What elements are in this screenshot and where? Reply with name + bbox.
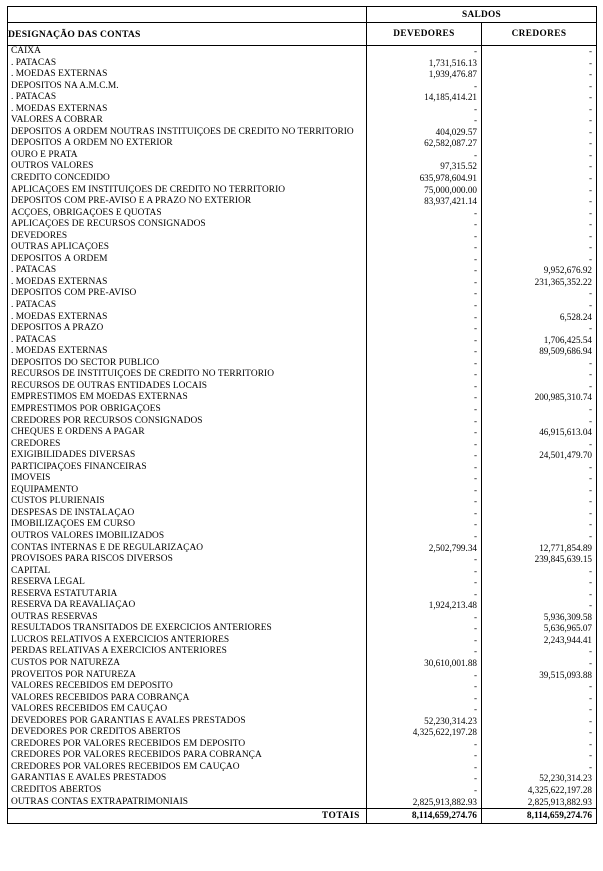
table-row [8,727,597,739]
account-credores-value: - [482,127,597,139]
table-row [8,404,597,416]
account-devedores-value: - [367,346,482,358]
account-devedores-value: - [367,81,482,93]
table-row [8,392,597,404]
account-credores-value: - [482,242,597,254]
account-credores-value: 9,952,676.92 [482,265,597,277]
account-credores-value: - [482,589,597,601]
account-devedores-value: - [367,646,482,658]
table-footer [8,809,597,824]
account-label: VALORES RECEBIDOS EM DEPÓSITO [8,681,367,693]
account-devedores-value: - [367,462,482,474]
account-devedores-value: - [367,358,482,370]
account-label: VALORES A COBRAR [8,115,367,127]
table-row [8,127,597,139]
account-label: CUSTOS PLURIENAIS [8,496,367,508]
table-row [8,138,597,150]
account-devedores-value: - [367,300,482,312]
account-devedores-value: - [367,427,482,439]
account-credores-value: - [482,208,597,220]
account-label: CUSTOS POR NATUREZA [8,658,367,670]
account-label: EQUIPAMENTO [8,485,367,497]
account-devedores-value: - [367,612,482,624]
account-devedores-value: - [367,404,482,416]
account-label: CREDORES POR VALORES RECEBIDOS EM DEPÓSITO [8,739,367,751]
account-devedores-value: 1,939,476.87 [367,69,482,81]
account-credores-value: - [482,704,597,716]
table-row [8,531,597,543]
account-label: APLICAÇÕES DE RECURSOS CONSIGNADOS [8,219,367,231]
table-row [8,219,597,231]
totals-credores: 8,114,659,274.76 [482,809,597,824]
account-label: PERDAS RELATIVAS A EXERCÍCIOS ANTERIORES [8,646,367,658]
account-devedores-value: - [367,416,482,428]
account-devedores-value: - [367,219,482,231]
account-credores-value: - [482,196,597,208]
table-row [8,196,597,208]
table-row [8,670,597,682]
table-row [8,104,597,116]
account-devedores-value: 4,325,622,197.28 [367,727,482,739]
table-row [8,554,597,566]
account-devedores-value: 1,924,213.48 [367,600,482,612]
account-devedores-value: 30,610,001.88 [367,658,482,670]
account-label: GARANTIAS E AVALES PRESTADOS [8,773,367,785]
account-credores-value: - [482,369,597,381]
account-label: PROVEITOS POR NATUREZA [8,670,367,682]
account-credores-value: - [482,646,597,658]
account-devedores-value: - [367,670,482,682]
account-credores-value: - [482,81,597,93]
account-credores-value: - [482,323,597,335]
header-corner-cell [8,7,367,23]
account-credores-value: 12,771,854.89 [482,543,597,555]
account-label: LUCROS RELATIVOS A EXERCÍCIOS ANTERIORES [8,635,367,647]
account-devedores-value: 1,731,516.13 [367,58,482,70]
account-label: DESPESAS DE INSTALAÇÃO [8,508,367,520]
account-credores-value: - [482,404,597,416]
account-credores-value: 2,243,944.41 [482,635,597,647]
account-label: OUTROS VALORES IMOBILIZADOS [8,531,367,543]
table-row [8,369,597,381]
account-credores-value: - [482,92,597,104]
table-row [8,485,597,497]
account-devedores-value: 75,000,000.00 [367,185,482,197]
table-row [8,46,597,58]
account-credores-value: - [482,600,597,612]
account-devedores-value: - [367,46,482,58]
table-row [8,508,597,520]
account-devedores-value: - [367,739,482,751]
account-credores-value: 4,325,622,197.28 [482,785,597,797]
account-devedores-value: - [367,323,482,335]
account-devedores-value: - [367,577,482,589]
table-row [8,358,597,370]
account-devedores-value: - [367,208,482,220]
account-label: DEVEDORES POR GARANTIAS E AVALES PRESTADOS [8,716,367,728]
account-credores-value: - [482,693,597,705]
account-credores-value: - [482,185,597,197]
account-devedores-value: - [367,473,482,485]
account-label: CONTAS INTERNAS E DE REGULARIZAÇÃO [8,543,367,555]
account-devedores-value: 404,029.57 [367,127,482,139]
header-row-columns [8,23,597,46]
account-devedores-value: - [367,450,482,462]
account-label: OUTRAS RESERVAS [8,612,367,624]
table-row [8,496,597,508]
table-row [8,92,597,104]
account-credores-value: 24,501,479.70 [482,450,597,462]
account-devedores-value: - [367,150,482,162]
account-devedores-value: - [367,265,482,277]
account-devedores-value: 2,502,799.34 [367,543,482,555]
account-label: RECURSOS DE OUTRAS ENTIDADES LOCAIS [8,381,367,393]
table-row [8,381,597,393]
account-label: DEPÓSITOS COM PRÉ-AVISO E A PRAZO NO EXTERIOR [8,196,367,208]
account-credores-value: 6,528.24 [482,312,597,324]
account-label: CAIXA [8,46,367,58]
table-row [8,462,597,474]
account-label: IMÓVEIS [8,473,367,485]
account-credores-value: 46,915,613.04 [482,427,597,439]
account-devedores-value: - [367,288,482,300]
account-label: DEPÓSITOS A PRAZO [8,323,367,335]
account-devedores-value: - [367,566,482,578]
account-credores-value: 5,936,309.58 [482,612,597,624]
account-credores-value: - [482,508,597,520]
account-devedores-value: - [367,392,482,404]
account-credores-value: - [482,496,597,508]
account-label: IMOBILIZAÇÕES EM CURSO [8,519,367,531]
account-credores-value: - [482,485,597,497]
account-devedores-value: - [367,519,482,531]
account-devedores-value: - [367,104,482,116]
table-row [8,519,597,531]
account-devedores-value: 52,230,314.23 [367,716,482,728]
account-label: CREDORES [8,439,367,451]
account-credores-value: - [482,716,597,728]
account-credores-value: - [482,577,597,589]
table-row [8,288,597,300]
table-row [8,185,597,197]
account-label: APLICAÇÕES EM INSTITUIÇÕES DE CRÉDITO NO TERRITÓRIO [8,185,367,197]
table-row [8,242,597,254]
account-label: OURO E PRATA [8,150,367,162]
balance-table [7,6,597,824]
account-label: OUTROS VALORES [8,161,367,173]
account-credores-value: - [482,473,597,485]
account-credores-value: - [482,150,597,162]
account-credores-value: 200,985,310.74 [482,392,597,404]
account-devedores-value: - [367,381,482,393]
totals-row [8,809,597,824]
table-row [8,81,597,93]
account-credores-value: - [482,416,597,428]
account-label: DEPÓSITOS DO SECTOR PÚBLICO [8,358,367,370]
account-credores-value: - [482,161,597,173]
account-devedores-value: - [367,762,482,774]
account-credores-value: - [482,219,597,231]
account-devedores-value: - [367,242,482,254]
account-credores-value: - [482,750,597,762]
account-label: RESERVA ESTATUTÁRIA [8,589,367,601]
account-devedores-value: - [367,750,482,762]
account-credores-value: 89,509,686.94 [482,346,597,358]
table-row [8,312,597,324]
table-row [8,750,597,762]
account-label: DEPÓSITOS NA A.M.C.M. [8,81,367,93]
table-row [8,762,597,774]
account-credores-value: - [482,115,597,127]
table-row [8,646,597,658]
account-label: . PATACAS [8,58,367,70]
header-devedores: DEVEDORES [367,23,482,46]
account-devedores-value: - [367,693,482,705]
table-row [8,773,597,785]
table-row [8,635,597,647]
table-row [8,300,597,312]
account-devedores-value: - [367,704,482,716]
account-devedores-value: - [367,554,482,566]
table-row [8,115,597,127]
account-credores-value: - [482,69,597,81]
account-label: RESERVA LEGAL [8,577,367,589]
table-row [8,254,597,266]
account-credores-value: 239,845,639.15 [482,554,597,566]
account-label: DEVEDORES POR CRÉDITOS ABERTOS [8,727,367,739]
account-devedores-value: - [367,681,482,693]
table-row [8,658,597,670]
account-label: . MOEDAS EXTERNAS [8,277,367,289]
account-credores-value: - [482,138,597,150]
account-devedores-value: - [367,589,482,601]
account-credores-value: - [482,231,597,243]
account-label: RECURSOS DE INSTITUIÇÕES DE CRÉDITO NO TERRITÓRIO [8,369,367,381]
account-credores-value: - [482,381,597,393]
account-devedores-value: 97,315.52 [367,161,482,173]
table-row [8,346,597,358]
account-label: CRÉDITO CONCEDIDO [8,173,367,185]
account-label: DEPÓSITOS COM PRÉ-AVISO [8,288,367,300]
account-label: DEVEDORES [8,231,367,243]
table-row [8,439,597,451]
account-devedores-value: - [367,508,482,520]
account-label: RESERVA DA REAVALIAÇÃO [8,600,367,612]
account-label: EMPRÉSTIMOS EM MOEDAS EXTERNAS [8,392,367,404]
account-devedores-value: 635,978,604.91 [367,173,482,185]
table-header [8,7,597,46]
table-row [8,589,597,601]
account-devedores-value: - [367,312,482,324]
account-label: ACÇÕES, OBRIGAÇÕES E QUOTAS [8,208,367,220]
table-row [8,335,597,347]
table-row [8,161,597,173]
table-row [8,231,597,243]
account-label: . MOEDAS EXTERNAS [8,346,367,358]
account-credores-value: - [482,739,597,751]
account-credores-value: - [482,727,597,739]
account-credores-value: - [482,300,597,312]
account-devedores-value: 83,937,421.14 [367,196,482,208]
totals-label: TOTAIS [8,809,367,824]
account-devedores-value: - [367,773,482,785]
account-label: EXIGIBILIDADES DIVERSAS [8,450,367,462]
account-credores-value: - [482,46,597,58]
account-devedores-value: - [367,623,482,635]
table-row [8,681,597,693]
account-devedores-value: 2,825,913,882.93 [367,797,482,809]
totals-devedores: 8,114,659,274.76 [367,809,482,824]
account-credores-value: - [482,58,597,70]
account-label: OUTRAS APLICAÇÕES [8,242,367,254]
table-row [8,150,597,162]
account-label: DEPÓSITOS À ORDEM NO EXTERIOR [8,138,367,150]
account-credores-value: - [482,462,597,474]
account-label: DEPÓSITOS À ORDEM NOUTRAS INSTITUIÇÕES DE CRÉDITO NO TERRITÓRIO [8,127,367,139]
account-credores-value: - [482,104,597,116]
table-row [8,208,597,220]
account-credores-value: - [482,681,597,693]
account-devedores-value: - [367,485,482,497]
account-label: CREDORES POR VALORES RECEBIDOS PARA COBRANÇA [8,750,367,762]
account-credores-value: - [482,439,597,451]
header-designacao: DESIGNAÇÃO DAS CONTAS [8,23,367,46]
account-credores-value: 231,365,352.22 [482,277,597,289]
table-row [8,323,597,335]
account-label: CHEQUES E ORDENS A PAGAR [8,427,367,439]
account-credores-value: - [482,566,597,578]
account-credores-value: - [482,519,597,531]
account-label: CRÉDITOS ABERTOS [8,785,367,797]
account-devedores-value: - [367,115,482,127]
account-credores-value: - [482,358,597,370]
table-body [8,46,597,809]
account-label: VALORES RECEBIDOS EM CAUÇÃO [8,704,367,716]
account-label: EMPRÉSTIMOS POR OBRIGAÇÕES [8,404,367,416]
table-row [8,58,597,70]
header-saldos: SALDOS [367,7,597,23]
account-label: . PATACAS [8,92,367,104]
account-label: . PATACAS [8,300,367,312]
table-row [8,416,597,428]
table-row [8,704,597,716]
account-label: VALORES RECEBIDOS PARA COBRANÇA [8,693,367,705]
account-label: PARTICIPAÇÕES FINANCEIRAS [8,462,367,474]
account-devedores-value: - [367,531,482,543]
table-row [8,623,597,635]
account-label: . PATACAS [8,265,367,277]
table-row [8,173,597,185]
account-devedores-value: - [367,496,482,508]
account-credores-value: - [482,288,597,300]
account-devedores-value: - [367,231,482,243]
header-credores: CREDORES [482,23,597,46]
account-label: . MOEDAS EXTERNAS [8,69,367,81]
account-label: . MOEDAS EXTERNAS [8,312,367,324]
table-row [8,612,597,624]
account-devedores-value: - [367,277,482,289]
account-devedores-value: - [367,785,482,797]
account-credores-value: - [482,531,597,543]
account-label: CAPITAL [8,566,367,578]
account-credores-value: 1,706,425.54 [482,335,597,347]
account-devedores-value: 14,185,414.21 [367,92,482,104]
table-row [8,427,597,439]
header-row-saldos [8,7,597,23]
account-label: . PATACAS [8,335,367,347]
table-row [8,450,597,462]
account-label: RESULTADOS TRANSITADOS DE EXERCÍCIOS ANTERIORES [8,623,367,635]
table-row [8,693,597,705]
account-label: CREDORES POR VALORES RECEBIDOS EM CAUÇÃO [8,762,367,774]
account-label: CREDORES POR RECURSOS CONSIGNADOS [8,416,367,428]
table-row [8,739,597,751]
account-credores-value: - [482,762,597,774]
table-row [8,543,597,555]
account-label: OUTRAS CONTAS EXTRAPATRIMONIAIS [8,797,367,809]
account-devedores-value: - [367,254,482,266]
account-credores-value: 2,825,913,882.93 [482,797,597,809]
account-credores-value: - [482,658,597,670]
account-devedores-value: - [367,635,482,647]
table-row [8,69,597,81]
table-row [8,566,597,578]
account-credores-value: - [482,173,597,185]
table-row [8,797,597,809]
account-devedores-value: - [367,369,482,381]
account-credores-value: - [482,254,597,266]
table-row [8,473,597,485]
table-row [8,265,597,277]
account-credores-value: 52,230,314.23 [482,773,597,785]
account-devedores-value: - [367,439,482,451]
table-row [8,577,597,589]
account-label: PROVISÕES PARA RISCOS DIVERSOS [8,554,367,566]
account-label: . MOEDAS EXTERNAS [8,104,367,116]
table-row [8,785,597,797]
table-row [8,716,597,728]
account-label: DEPÓSITOS À ORDEM [8,254,367,266]
account-devedores-value: 62,582,087.27 [367,138,482,150]
table-row [8,600,597,612]
account-credores-value: 39,515,093.88 [482,670,597,682]
table-row [8,277,597,289]
account-credores-value: 5,636,965.07 [482,623,597,635]
account-devedores-value: - [367,335,482,347]
